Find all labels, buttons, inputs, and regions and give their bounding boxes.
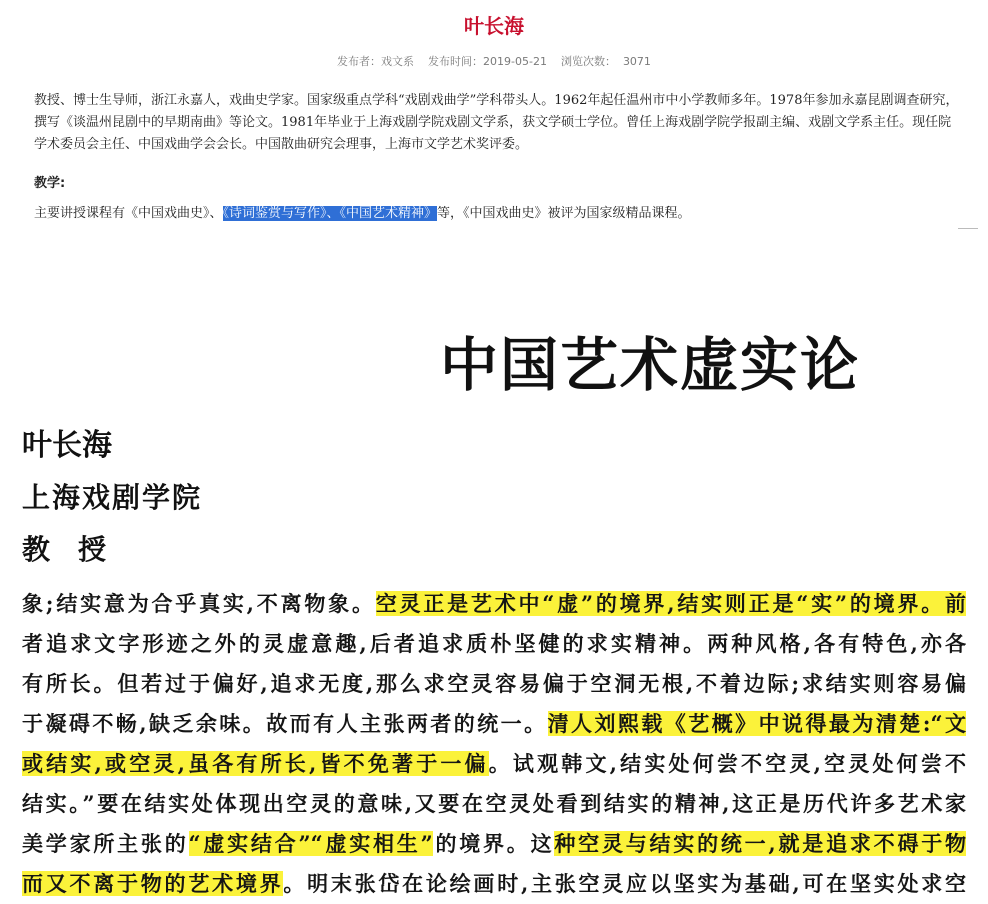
selected-text[interactable]: 《诗词鉴赏与写作》、《中国艺术精神》 <box>222 206 438 221</box>
teaching-text-after: 等，《中国戏曲史》被评为国家级精品课程。 <box>437 206 691 221</box>
article-text: 于凝碍不畅,缺乏余味。故而有人主张两者的统一。 <box>22 711 548 736</box>
article-text: 美学家所主张的 <box>22 831 189 856</box>
page-title: 叶长海 <box>464 14 524 38</box>
highlighted-text: 种空灵与结实的统一,就是追求不碍于物 <box>554 831 966 856</box>
article-body <box>22 584 966 904</box>
publish-meta: 发布者：戏文系 发布时间：2019-05-21 浏览次数： 3071 <box>337 55 651 68</box>
corner-divider <box>958 228 978 235</box>
article-title: 中国艺术虚实论 <box>440 331 861 399</box>
highlighted-text: 或结实,或空灵,虽各有所长,皆不免著于一偏 <box>22 751 489 776</box>
highlighted-text: 空灵正是艺术中“虚”的境界,结实则正是“实”的境界。 <box>375 591 945 616</box>
author-role: 教授 <box>22 533 135 566</box>
author-institution: 上海戏剧学院 <box>22 481 203 514</box>
profile-page <box>0 0 988 240</box>
teaching-heading: 教学: <box>34 176 66 191</box>
article-text: 象;结实意为合乎真实,不离物象。 <box>22 591 376 616</box>
highlighted-text: 前 <box>945 591 966 616</box>
teaching-text-before: 主要讲授课程有《中国戏曲史》、 <box>34 206 223 221</box>
article-text: 。试观韩文,结实处何尝不空灵,空灵处何尝不 <box>488 751 966 776</box>
article-line <box>22 624 966 664</box>
article-line <box>22 864 966 904</box>
article-line <box>22 584 966 624</box>
article-text: 。明末张岱在论绘画时,主张空灵应以坚实为基础,可在坚实处求空 <box>283 871 966 896</box>
highlighted-text: “虚实结合”“虚实相生” <box>188 831 433 856</box>
bio-paragraph: 教授、博士生导师，浙江永嘉人，戏曲史学家。国家级重点学科“戏剧戏曲学”学科带头人。1962年起任温州市中小学教师多年。1978年参加永嘉昆剧调查研究，撰写《谈温州昆剧中的早期南曲》等论文。1981年毕业于上海戏剧学院戏剧文学系，获文学硕士学位。曾任上海戏剧学院学报副主编、戏剧文学系主任。现任院学术委员会主任、中国戏曲学会会长。中国散曲研究会理事，上海市文学艺术奖评委。 <box>34 93 959 152</box>
article-text: 结实。”要在结实处体现出空灵的意味,又要在空灵处看到结实的精神,这正是历代许多艺术家 <box>22 791 966 816</box>
article-text: 的境界。这 <box>432 831 555 856</box>
article-line <box>22 704 966 744</box>
author-name: 叶长海 <box>22 428 112 463</box>
highlighted-text: 清人刘熙载《艺概》中说得最为清楚:“文 <box>547 711 966 736</box>
highlighted-text: 而又不离于物的艺术境界 <box>22 871 284 896</box>
teaching-paragraph <box>34 203 691 225</box>
article-line <box>22 824 966 864</box>
article-line <box>22 784 966 824</box>
article-text: 有所长。但若过于偏好,追求无度,那么求空灵容易偏于空洞无根,不着边际;求结实则容易偏 <box>22 671 966 696</box>
article-text: 者追求文字形迹之外的灵虚意趣,后者追求质朴坚健的求实精神。两种风格,各有特色,亦各 <box>22 631 966 656</box>
article-line <box>22 744 966 784</box>
article-line <box>22 664 966 704</box>
